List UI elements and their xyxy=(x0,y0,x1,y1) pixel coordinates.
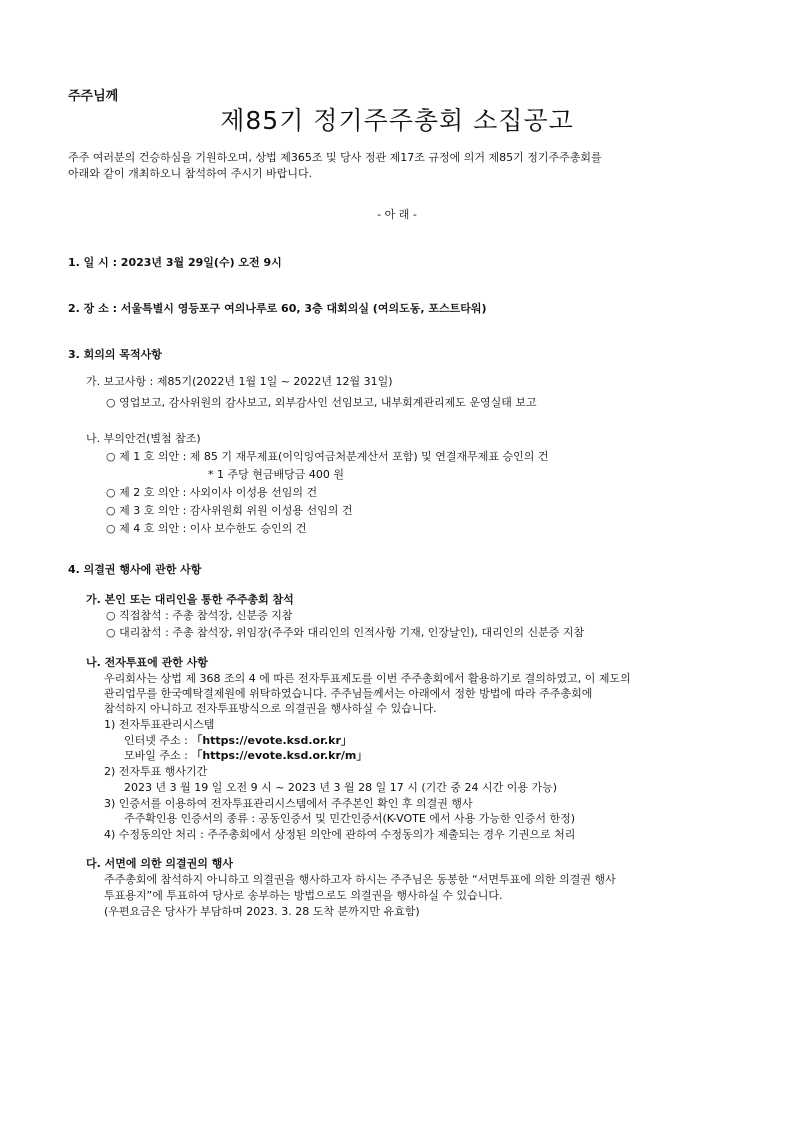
section-place: 2. 장 소 : 서울특별시 영등포구 여의나루로 60, 3층 대회의실 (여의도동, 포스트타워) xyxy=(68,302,487,315)
voting-b-paragraph: 관리업무를 한국예탁결제원에 위탁하였습니다. 주주님들께서는 아래에서 정한 방법에 따라 주주총회에 xyxy=(104,687,593,700)
evote-cert-label: 3) 인증서를 이용하여 전자투표관리시스템에서 주주본인 확인 후 의결권 행사 xyxy=(104,797,473,810)
evote-amendment: 4) 수정동의안 처리 : 주주총회에서 상정된 의안에 관하여 수정동의가 제출되는 경우 기권으로 처리 xyxy=(104,828,576,841)
voting-a-item: ○ 대리참석 : 주총 참석장, 위임장(주주와 대리인의 인적사항 기재, 인장날인), 대리인의 신분증 지참 xyxy=(106,626,585,639)
greeting: 주주님께 xyxy=(68,89,119,104)
resolution-item: ○ 제 4 호 의안 : 이사 보수한도 승인의 건 xyxy=(106,522,307,535)
internet-url-link[interactable]: 「https://evote.ksd.or.kr」 xyxy=(191,734,352,747)
mobile-url-link[interactable]: 「https://evote.ksd.or.kr/m」 xyxy=(191,749,368,762)
evote-period-label: 2) 전자투표 행사기간 xyxy=(104,765,208,778)
resolution-label: 나. 부의안건(별첨 참조) xyxy=(86,432,201,445)
dividend-note: * 1 주당 현금배당금 400 원 xyxy=(208,468,344,481)
resolution-item: ○ 제 3 호 의안 : 감사위원회 위원 이성용 선임의 건 xyxy=(106,504,353,517)
mobile-address-label: 모바일 주소 : xyxy=(124,749,192,762)
internet-address xyxy=(124,734,352,748)
voting-b-paragraph: 우리회사는 상법 제 368 조의 4 에 따른 전자투표제도를 이번 주주총회에서 활용하기로 결의하였고, 이 제도의 xyxy=(104,672,631,685)
mobile-address xyxy=(124,749,367,763)
section-date: 1. 일 시 : 2023년 3월 29일(수) 오전 9시 xyxy=(68,256,282,269)
notice-mark: - 아 래 - xyxy=(377,208,417,221)
voting-c-line: (우편요금은 당사가 부담하며 2023. 3. 28 도착 분까지만 유효함) xyxy=(104,905,420,918)
voting-a-item: ○ 직접참석 : 주총 참석장, 신분증 지참 xyxy=(106,609,293,622)
intro-line-2: 아래와 같이 개최하오니 참석하여 주시기 바랍니다. xyxy=(68,167,313,180)
resolution-item: ○ 제 1 호 의안 : 제 85 기 재무제표(이익잉여금처분계산서 포함) 및 연결재무제표 승인의 건 xyxy=(106,450,549,463)
voting-c-line: 투표용지”에 투표하여 당사로 송부하는 방법으로도 의결권을 행사하실 수 있습니다. xyxy=(104,889,503,902)
evote-system-label: 1) 전자투표관리시스템 xyxy=(104,718,215,731)
evote-cert-detail: 주주확인용 인증서의 종류 : 공동인증서 및 민간인증서(K-VOTE 에서 사용 가능한 인증서 한정) xyxy=(124,812,576,825)
section-agenda-heading: 3. 회의의 목적사항 xyxy=(68,348,162,361)
intro-line-1: 주주 여러분의 건승하심을 기원하오며, 상법 제365조 및 당사 정관 제17조 규정에 의거 제85기 정기주주총회를 xyxy=(68,151,602,164)
report-item: ○ 영업보고, 감사위원의 감사보고, 외부감사인 선임보고, 내부회계관리제도 운영실태 보고 xyxy=(106,396,537,409)
voting-c-heading: 다. 서면에 의한 의결권의 행사 xyxy=(86,857,234,870)
report-label: 가. 보고사항 : 제85기(2022년 1월 1일 ~ 2022년 12월 31일) xyxy=(86,375,393,388)
voting-b-paragraph: 참석하지 아니하고 전자투표방식으로 의결권을 행사하실 수 있습니다. xyxy=(104,702,437,715)
resolution-item: ○ 제 2 호 의안 : 사외이사 이성용 선임의 건 xyxy=(106,486,318,499)
voting-c-line: 주주총회에 참석하지 아니하고 의결권을 행사하고자 하시는 주주님은 동봉한 “서면투표에 의한 의결권 행사 xyxy=(104,873,616,886)
evote-period-detail: 2023 년 3 월 19 일 오전 9 시 ~ 2023 년 3 월 28 일 17 시 (기간 중 24 시간 이용 가능) xyxy=(124,781,558,794)
section-voting-heading: 4. 의결권 행사에 관한 사항 xyxy=(68,563,202,576)
voting-a-heading: 가. 본인 또는 대리인을 통한 주주총회 참석 xyxy=(86,593,294,606)
page-title: 제85기 정기주주총회 소집공고 xyxy=(220,106,574,135)
internet-address-label: 인터넷 주소 : xyxy=(124,734,192,747)
voting-b-heading: 나. 전자투표에 관한 사항 xyxy=(86,656,208,669)
